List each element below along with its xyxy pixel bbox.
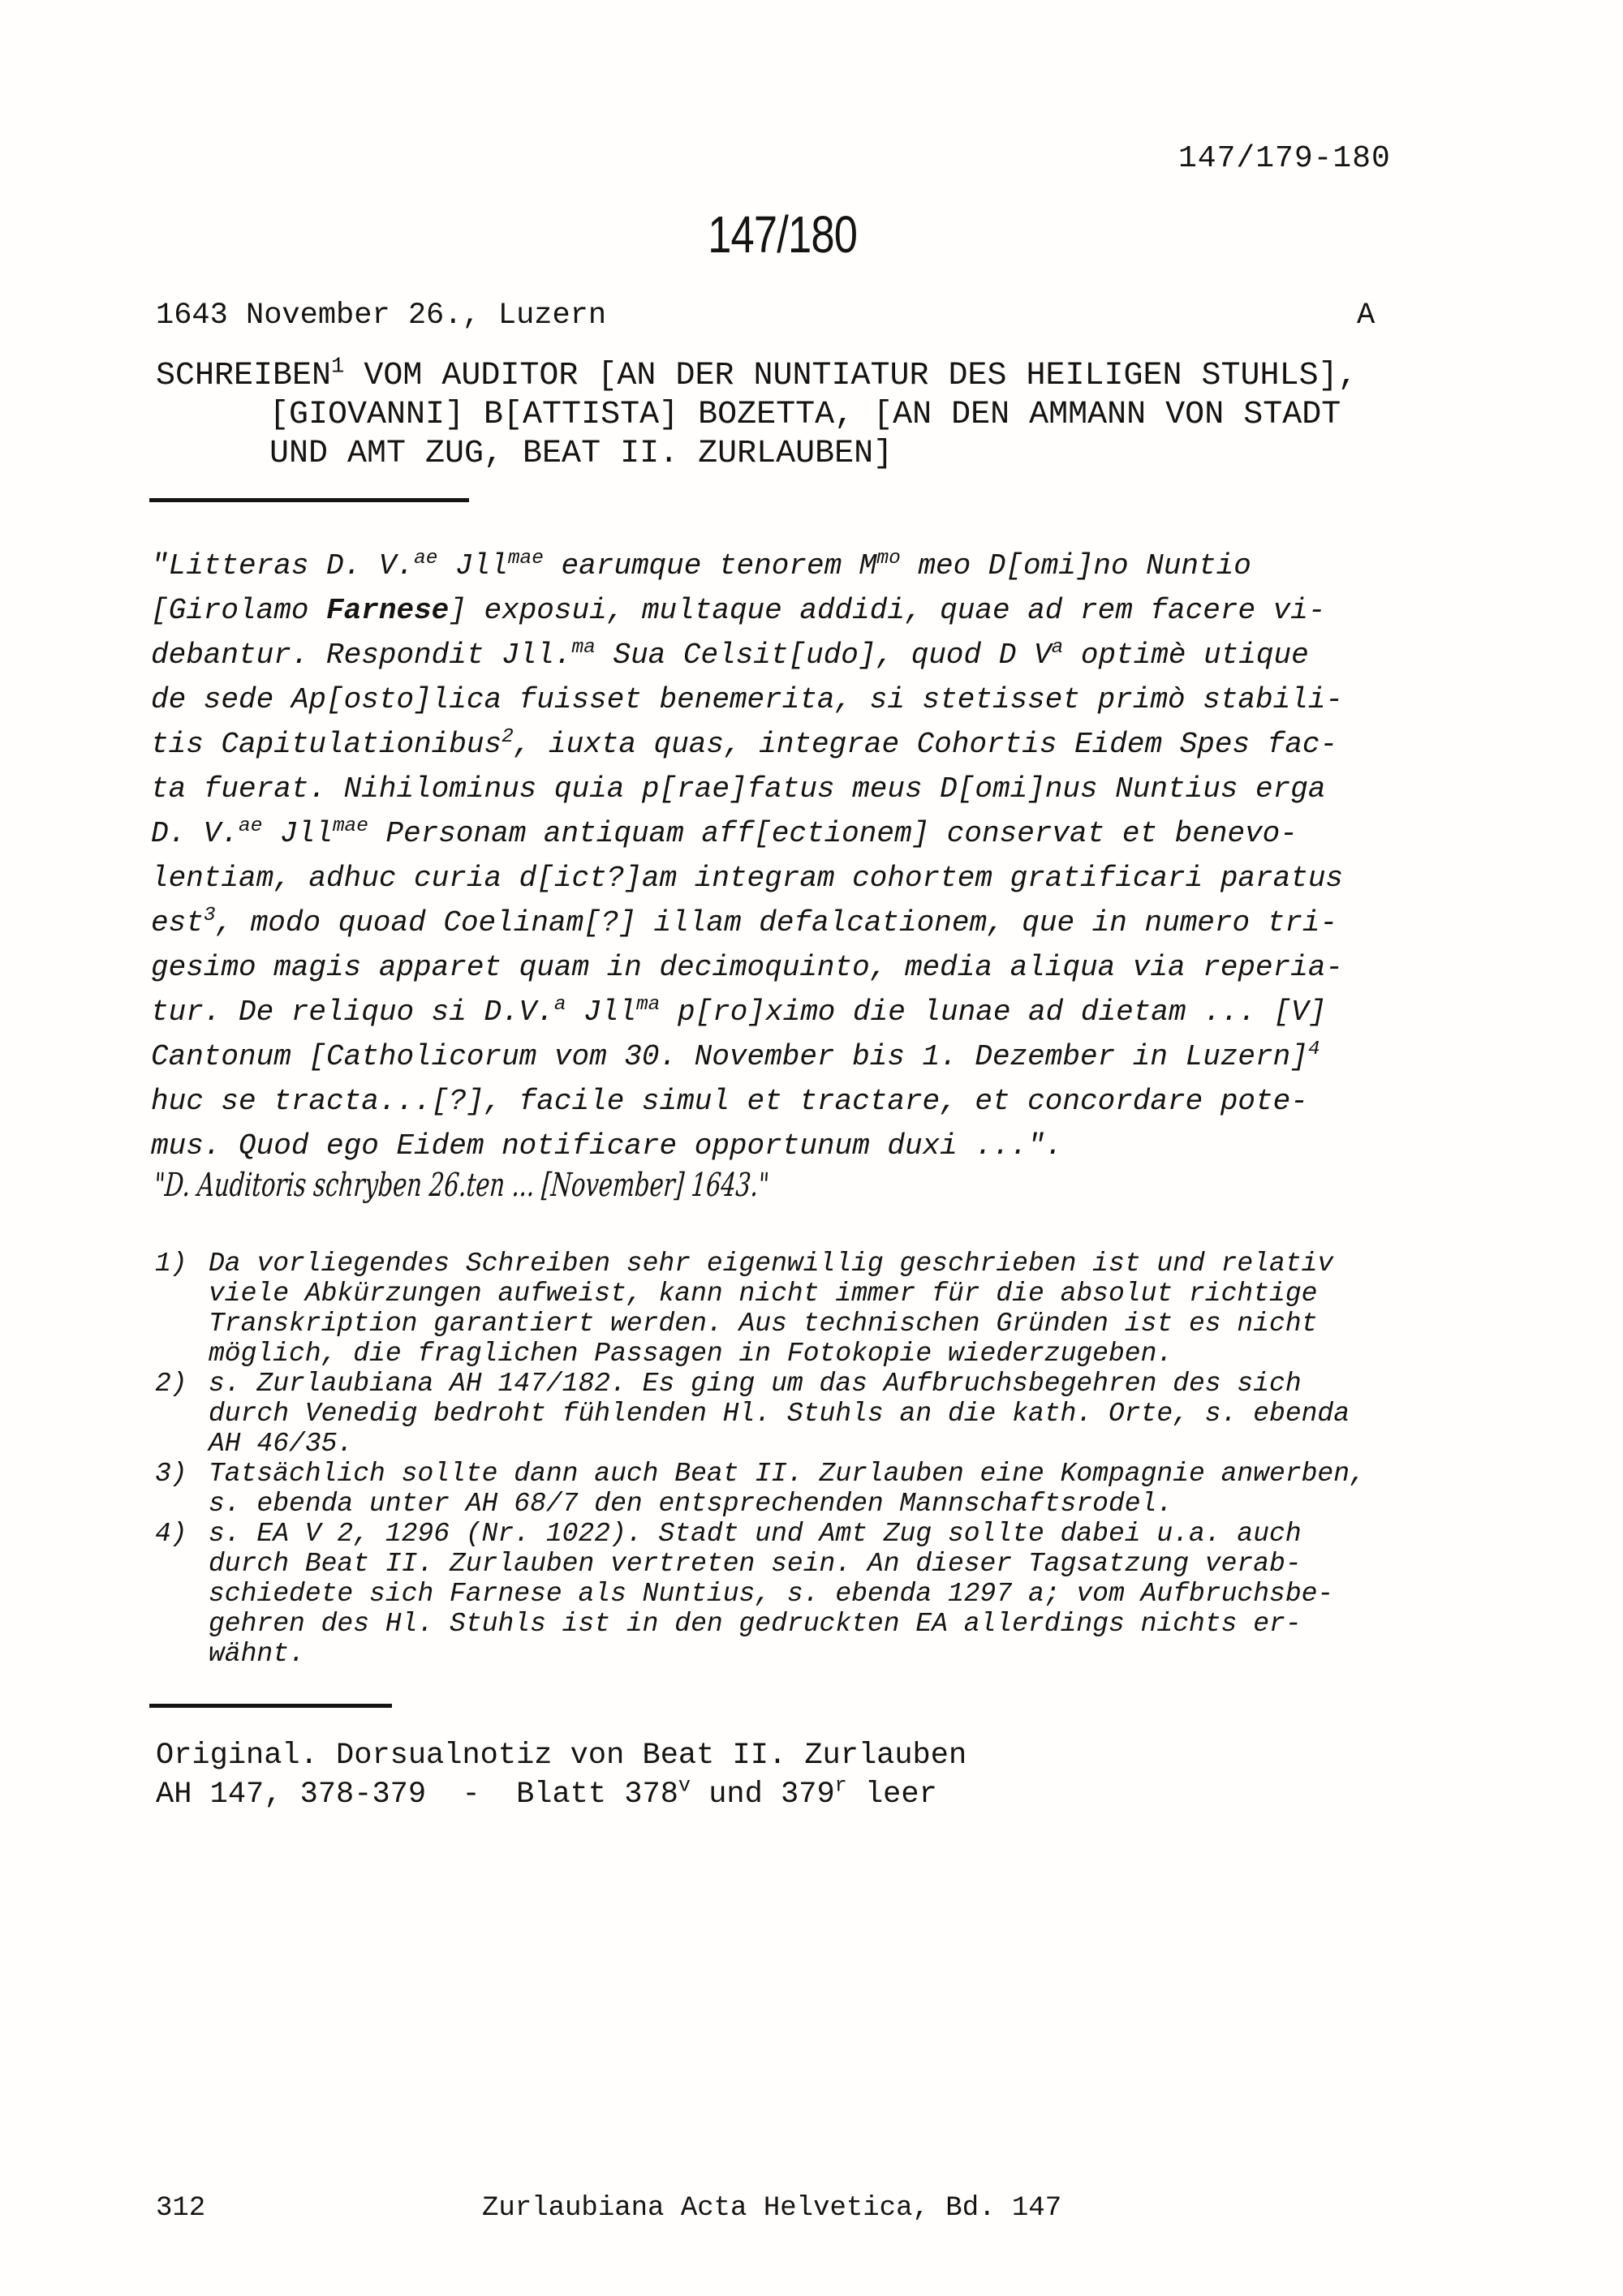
footnote — [155, 1249, 1366, 1369]
footnote-line: wähnt. — [209, 1639, 305, 1669]
footnote-line: viele Abkürzungen aufweist, kann nicht immer für die absolut richtige — [209, 1279, 1318, 1309]
text-line: D. V.$^{ae}$ Jll$^{mae}$ Personam antiquam aff[ectionem] conservat et benevo- — [151, 815, 1298, 850]
text-line: Cantonum [Catholicorum vom 30. November bis 1. Dezember in Luzern]$^4$ — [151, 1038, 1320, 1073]
footnote-line: durch Beat II. Zurlauben vertreten sein. An dieser Tagsatzung verab- — [209, 1549, 1302, 1579]
provenance-block — [156, 1736, 966, 1814]
text-line: lentiam, adhuc curia d[ict?]am integram cohortem gratificari paratus — [151, 862, 1344, 895]
footnote-number: 1) — [155, 1249, 187, 1279]
footnote-line: AH 46/35. — [209, 1429, 354, 1459]
footnote-number: 2) — [155, 1369, 187, 1399]
document-number-text: 147/180 — [708, 205, 858, 264]
text-line: UND AMT ZUG, BEAT II. ZURLAUBEN] — [269, 436, 893, 472]
text-line: Original. Dorsualnotiz von Beat II. Zurlauben — [156, 1739, 967, 1773]
footnote-line: gehren des Hl. Stuhls ist in den gedruckten EA allerdings nichts er- — [209, 1609, 1302, 1639]
footnote-line: s. EA V 2, 1296 (Nr. 1022). Stadt und Amt Zug sollte dabei u.a. auch — [209, 1519, 1302, 1549]
footnote-line: s. Zurlaubiana AH 147/182. Es ging um das Aufbruchsbegehren des sich — [209, 1369, 1302, 1399]
footnote — [155, 1459, 1366, 1519]
imprint-line: Zurlaubiana Acta Helvetica, Bd. 147 — [482, 2193, 1062, 2224]
text-line: "Litteras D. V.$^{ae}$ Jll$^{mae}$ earumque tenorem $M^{mo}$ meo D[omi]no Nuntio — [151, 548, 1251, 583]
date-place-line: 1643 November 26., Luzern — [156, 299, 607, 333]
separator-rule-bottom — [149, 1704, 392, 1708]
dorsual-note-handwriting: "D. Auditoris schryben 26.ten ... [November] 1643." — [153, 1167, 771, 1204]
text-line: [Girolamo Farnese] exposui, multaque addidi, quae ad rem facere vi- — [151, 594, 1326, 627]
text-line: debantur. Respondit Jll.$^{ma}$ Sua Celsit[udo], quod D $V^a$ optimè utique — [151, 637, 1309, 672]
document-siglum: A — [1357, 299, 1375, 333]
footnote-line: möglich, die fraglichen Passagen in Fotokopie wiederzugeben. — [209, 1339, 1173, 1369]
footnote-line: durch Venedig bedroht fühlenden Hl. Stuhls an die kath. Orte, s. ebenda — [209, 1399, 1350, 1429]
footnote-line: Transkription garantiert werden. Aus technischen Gründen ist es nicht — [209, 1309, 1318, 1339]
footnote — [155, 1519, 1366, 1669]
footnote-line: Tatsächlich sollte dann auch Beat II. Zurlauben eine Kompagnie anwerben, — [209, 1459, 1366, 1489]
footnote-number: 3) — [155, 1459, 187, 1489]
document-number-title — [691, 205, 858, 264]
text-line: [GIOVANNI] B[ATTISTA] BOZETTA, [AN DEN AMMANN VON STADT — [269, 397, 1341, 433]
text-line: AH 147, 378-379 - Blatt 378$^v$ und 379$^r$ leer — [156, 1774, 937, 1812]
text-line: gesimo magis apparet quam in decimoquinto, media aliqua via reperia- — [151, 951, 1344, 984]
footnote — [155, 1369, 1366, 1459]
text-line: tur. De reliquo si D.V.$^a$ Jll$^{ma}$ p[ro]ximo die lunae ad dietam ... [V] — [151, 994, 1327, 1029]
text-line: est$^3$, modo quoad Coelinam[?] illam defalcationem, que in numero tri- — [151, 905, 1338, 939]
running-head-archive-range: 147/179-180 — [1178, 141, 1391, 176]
transcription-quote — [151, 544, 1343, 1168]
document-heading — [156, 354, 1358, 474]
footnotes-block — [155, 1249, 1366, 1669]
separator-rule-top — [149, 498, 469, 502]
footnote-line: schiedete sich Farnese als Nuntius, s. ebenda 1297 a; vom Aufbruchsbe- — [209, 1579, 1334, 1609]
text-line: tis Capitulationibus$^2$, iuxta quas, integrae Cohortis Eidem Spes fac- — [151, 726, 1338, 761]
text-line: ta fuerat. Nihilominus quia p[rae]fatus meus D[omi]nus Nuntius erga — [151, 772, 1326, 806]
text-line: SCHREIBEN$^1$ VOM AUDITOR [AN DER NUNTIATUR DES HEILIGEN STUHLS], — [156, 354, 1358, 394]
footnote-line: Da vorliegendes Schreiben sehr eigenwillig geschrieben ist und relativ — [209, 1249, 1334, 1279]
text-line: mus. Quod ego Eidem notificare opportunum duxi ...". — [151, 1129, 1063, 1163]
footnote-number: 4) — [155, 1519, 187, 1549]
footnote-line: s. ebenda unter AH 68/7 den entsprechenden Mannschaftsrodel. — [209, 1489, 1173, 1519]
text-line: huc se tracta...[?], facile simul et tractare, et concordare pote- — [151, 1085, 1308, 1118]
text-line: de sede Ap[osto]lica fuisset benemerita, si stetisset primò stabili- — [151, 683, 1344, 716]
page-number: 312 — [156, 2193, 206, 2224]
